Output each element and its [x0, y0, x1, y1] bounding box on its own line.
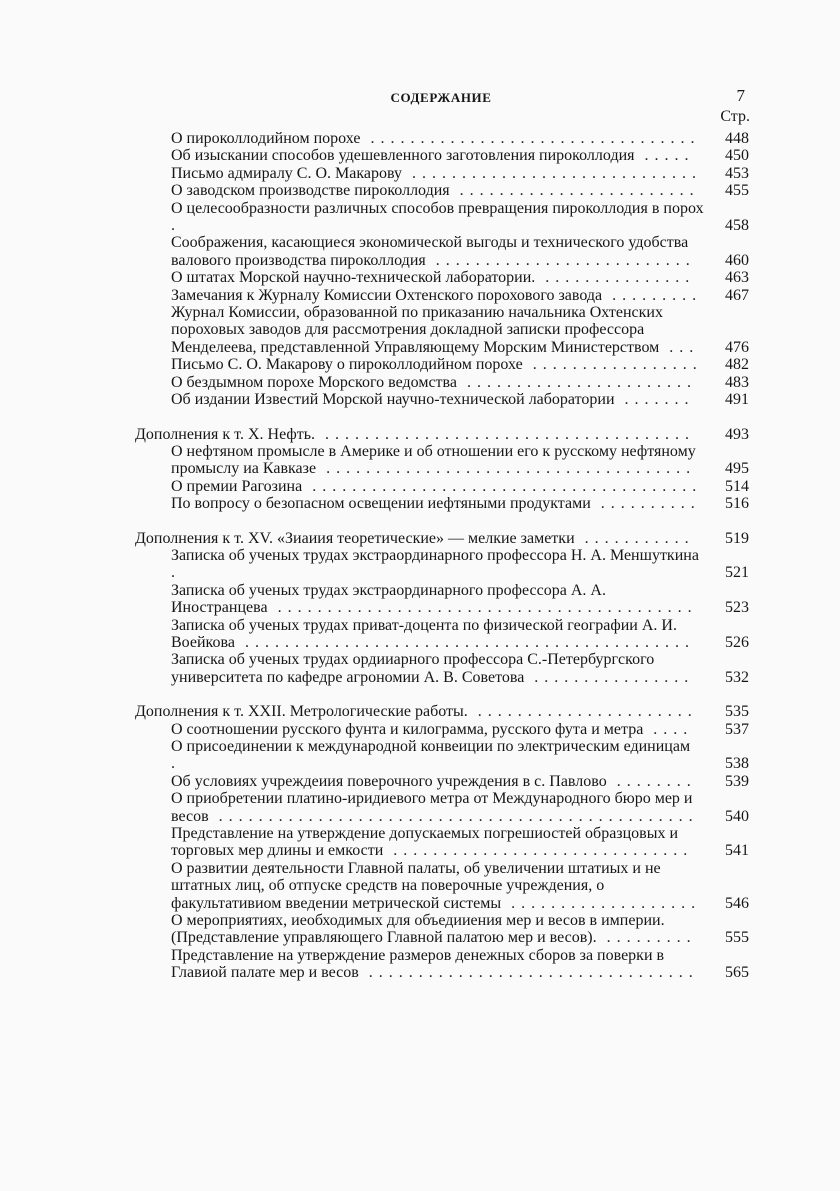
toc-entry-title	[135, 703, 705, 720]
dot-leader: .................................	[360, 130, 701, 147]
dot-leader: .........	[596, 929, 697, 947]
dot-leader: ................................................	[208, 807, 699, 825]
toc-entry-title-text: О развитии деятельности Главной палаты, об увеличении штатиых и не штатных лиц, об отпуске средств на поверочные учреждения, о факультативиом введении метрической системы	[171, 859, 661, 912]
page-title: СОДЕРЖАНИЕ	[390, 90, 492, 105]
toc-entry-title-text: Соображения, касающиеся экономической выгоды и технического удобства валового производства пироколлодия	[171, 234, 689, 269]
toc-entry-title-text: Записка об ученых трудах ордииарного профессора С.-Петербургского университета по кафедре агрономии А. В. Советова	[171, 651, 655, 686]
toc-entry-page: 541	[725, 842, 749, 860]
toc-entry-title-text: О бездымном порохе Морского ведомства	[171, 373, 457, 391]
toc-entry	[135, 825, 749, 860]
toc-entry-title	[171, 790, 705, 825]
toc-entry-page: 538	[725, 755, 749, 773]
toc-entry-title	[171, 269, 705, 286]
dot-leader: ........	[606, 772, 697, 790]
toc-entry-title	[171, 182, 705, 199]
toc-entry	[135, 269, 749, 286]
dot-leader: ..............................	[383, 842, 694, 860]
toc-entry	[135, 738, 749, 773]
toc-entry	[135, 651, 749, 686]
toc-entry-title	[171, 165, 705, 182]
dot-leader: ..........................................	[267, 599, 698, 617]
toc-entry-title-text: Замечания к Журналу Комиссии Охтенского порохового завода	[171, 286, 603, 304]
toc-entry-page: 453	[725, 164, 749, 182]
dot-leader: .............................................	[234, 633, 695, 651]
dot-leader: ........................	[449, 182, 700, 200]
toc-entry-page: 455	[725, 182, 749, 200]
toc-entry-title-text: Записка об ученых трудах приват-доцента по физической географии А. И. Воейкова	[171, 616, 677, 651]
toc-entry-title	[171, 200, 705, 235]
toc-entry	[135, 374, 749, 391]
toc-entry	[135, 947, 749, 982]
toc-entry	[135, 478, 749, 495]
toc-entry-title	[171, 547, 705, 582]
toc-entry-page: 495	[725, 460, 749, 478]
toc-entry-title-text: О соотношении русского фунта и килограмма, русского фута и метра	[171, 720, 644, 738]
dot-leader: .......................................	[302, 477, 703, 495]
toc-entry-page: 493	[725, 425, 749, 443]
toc-entry-title-text: О целесообразности различных способов превращения пироколлодия в порох	[171, 199, 704, 217]
toc-entry-title-text: О премии Рагозина	[171, 477, 303, 495]
dot-leader: .	[171, 755, 181, 773]
page-column-label: Стр.	[720, 108, 750, 125]
toc-entry-title	[135, 426, 705, 443]
toc-entry-page: 458	[725, 217, 749, 235]
toc-entry-title	[171, 947, 705, 982]
toc-entry-title	[171, 495, 705, 512]
dot-leader: .................	[522, 356, 703, 374]
dot-leader: ...............	[535, 269, 696, 287]
toc-section-heading	[135, 426, 749, 443]
toc-entry-title-text: О заводском производстве пироколлодия	[171, 182, 450, 200]
toc-entry-title	[171, 738, 705, 773]
dot-leader: .....................................	[315, 425, 696, 443]
toc-entry-page: 516	[725, 495, 749, 513]
table-of-contents	[135, 130, 749, 982]
toc-entry-title-text: Письмо С. О. Макарову о пироколлодийном порохе	[171, 356, 523, 374]
toc-section-heading	[135, 530, 749, 547]
toc-entry-title-text: Об условиях учреждеиия поверочного учреждения в с. Павлово	[171, 772, 607, 790]
toc-entry-page: 491	[725, 391, 749, 409]
toc-entry-page: 521	[725, 564, 749, 582]
dot-leader: .................................	[358, 964, 699, 982]
toc-entry-title-text: О пироколлодийном порохе	[171, 130, 361, 147]
dot-leader: .	[171, 217, 181, 235]
toc-entry	[135, 391, 749, 408]
toc-entry-page: 450	[725, 147, 749, 165]
toc-entry	[135, 147, 749, 164]
dot-leader: .............................	[402, 164, 702, 182]
toc-entry-title-text: По вопросу о безопасном освещении иефтяными продуктами	[171, 495, 591, 513]
toc-entry-title	[171, 374, 705, 391]
toc-entry	[135, 304, 749, 356]
dot-leader: ...........	[574, 529, 695, 547]
toc-entry-title	[171, 147, 705, 164]
toc-entry-title	[171, 234, 705, 269]
dot-leader: ..........	[590, 495, 701, 513]
toc-entry	[135, 721, 749, 738]
toc-entry-page: 460	[725, 251, 749, 269]
toc-entry-title	[171, 130, 705, 147]
toc-entry-title	[135, 530, 705, 547]
toc-section-heading	[135, 703, 749, 720]
toc-entry-page: 532	[725, 668, 749, 686]
toc-entry-page: 526	[725, 633, 749, 651]
toc-entry-title-text: Дополнения к т. X. Нефть.	[135, 425, 316, 443]
toc-entry-page: 463	[725, 269, 749, 287]
dot-leader: ......................	[467, 703, 698, 721]
toc-entry	[135, 200, 749, 235]
dot-leader: .......	[614, 391, 695, 409]
toc-entry-title	[171, 912, 705, 947]
toc-entry	[135, 773, 749, 790]
toc-entry	[135, 582, 749, 617]
dot-leader: ...................	[501, 894, 702, 912]
toc-entry	[135, 443, 749, 478]
toc-entry	[135, 356, 749, 373]
toc-entry-page: 539	[725, 772, 749, 790]
toc-entry	[135, 912, 749, 947]
dot-leader: .....................................	[316, 460, 697, 478]
dot-leader: .	[171, 564, 181, 582]
toc-entry-title	[171, 304, 705, 356]
toc-entry-title-text: Письмо адмиралу С. О. Макарову	[171, 164, 402, 182]
toc-entry	[135, 617, 749, 652]
toc-entry-title-text: Журнал Комиссии, образованной по приказанию начальника Охтенских пороховых заводов для рассмотрения докладной записки профессора Менделеева, представленной Управляющему Морским Министерством	[171, 304, 663, 356]
toc-entry-title-text: Записка об ученых трудах экстраординарного профессора А. А. Иностранцева	[171, 581, 606, 617]
toc-entry-page: 514	[725, 477, 749, 495]
dot-leader: .......................	[456, 373, 697, 391]
dot-leader: ....	[643, 720, 694, 738]
toc-entry-title	[171, 860, 705, 912]
toc-entry-page: 476	[725, 338, 749, 356]
toc-entry-title-text: О мероприятиях, иеобходимых для объедииения мер и весов в империи. (Представление управляющего Главной палатою мер и весов).	[171, 912, 665, 947]
toc-entry-page: 482	[725, 356, 749, 374]
toc-entry-title-text: Представление на утверждение размеров денежных сборов за поверки в Главиой палате мер и весов	[171, 946, 665, 982]
toc-entry-title	[171, 651, 705, 686]
dot-leader: .........	[602, 286, 703, 304]
toc-entry-title-text: Дополнения к т. XV. «Зиаиия теоретические» — мелкие заметки	[135, 529, 575, 547]
dot-leader: ..........................	[425, 251, 696, 269]
toc-entry	[135, 234, 749, 269]
toc-entry-title	[171, 582, 705, 617]
toc-entry-title-text: Записка об ученых трудах экстраординарного профессора Н. А. Меншуткина	[171, 546, 699, 564]
toc-entry-page: 535	[725, 703, 749, 721]
toc-entry	[135, 130, 749, 147]
toc-entry	[135, 547, 749, 582]
toc-entry-title-text: О нефтяном промысле в Америке и об отношении его к русскому нефтяному промыслу иа Кавказе	[171, 442, 696, 478]
toc-entry-title	[171, 443, 705, 478]
toc-entry-title-text: Дополнения к т. XXII. Метрологические работы.	[135, 703, 468, 721]
toc-entry-title	[171, 773, 705, 790]
toc-entry	[135, 790, 749, 825]
toc-entry-page: 467	[725, 286, 749, 304]
toc-entry-title	[171, 287, 705, 304]
toc-entry-page: 537	[725, 720, 749, 738]
toc-entry	[135, 182, 749, 199]
dot-leader: ...	[659, 338, 700, 356]
toc-entry	[135, 860, 749, 912]
toc-entry-page: 483	[725, 373, 749, 391]
toc-entry-title-text: О приобретении платино-иридиевого метра от Международного бюро мер и весов	[171, 790, 693, 825]
toc-entry-title-text: О присоединении к международной конвеиции по электрическим единицам	[171, 738, 691, 755]
toc-entry-page: 540	[725, 807, 749, 825]
toc-entry-page: 448	[725, 130, 749, 147]
toc-entry-title	[171, 391, 705, 408]
toc-entry-page: 523	[725, 599, 749, 617]
toc-entry-page: 546	[725, 894, 749, 912]
toc-entry-page: 565	[725, 964, 749, 982]
toc-entry-title-text: О штатах Морской научно-технической лаборатории.	[171, 269, 536, 287]
toc-entry	[135, 287, 749, 304]
toc-entry-title	[171, 721, 705, 738]
toc-entry-title-text: Об издании Известий Морской научно-технической лаборатории	[171, 391, 615, 409]
dot-leader: ................	[524, 668, 695, 686]
toc-entry-page: 555	[725, 929, 749, 947]
toc-entry	[135, 165, 749, 182]
page-header	[135, 86, 747, 110]
toc-entry-title	[171, 617, 705, 652]
toc-entry-page: 519	[725, 529, 749, 547]
toc-entry-title-text: Об изыскании способов удешевленного заготовления пироколлодия	[171, 147, 635, 165]
toc-entry	[135, 495, 749, 512]
toc-entry-title-text: Представление на утверждение допускаемых погрешиостей образцовых и торговых мер длины и емкости	[171, 825, 679, 860]
toc-entry-title	[171, 478, 705, 495]
toc-entry-title	[171, 825, 705, 860]
toc-entry-title	[171, 356, 705, 373]
dot-leader: .....	[634, 147, 695, 165]
page-number: 7	[736, 86, 745, 105]
